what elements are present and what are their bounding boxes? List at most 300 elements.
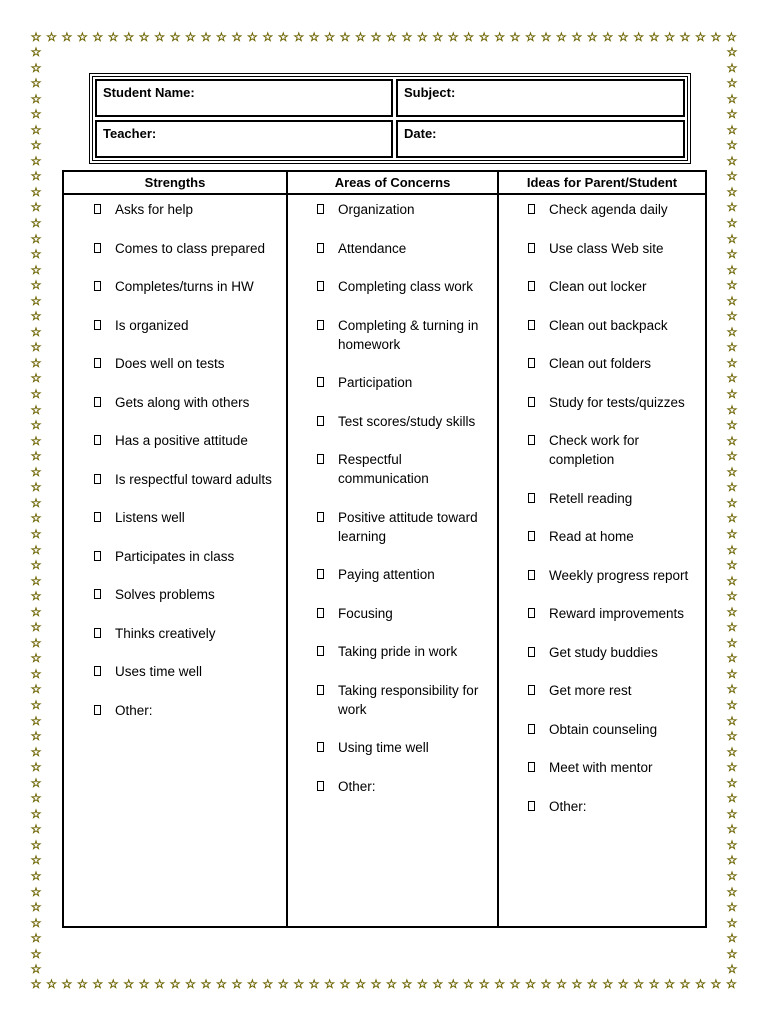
- concerns-list: [288, 195, 497, 815]
- star-icon: ☆: [509, 977, 521, 991]
- star-icon: ☆: [30, 30, 42, 44]
- checklist-item-label: Other:: [115, 702, 153, 718]
- star-icon: ☆: [432, 30, 444, 44]
- star-icon: ☆: [726, 371, 738, 386]
- checkbox-icon[interactable]: [317, 608, 324, 618]
- checklist-item[interactable]: [528, 797, 699, 816]
- checkbox-icon[interactable]: [528, 762, 535, 772]
- checklist-item-label: Clean out folders: [549, 356, 652, 371]
- checklist-item-label: Positive attitude toward learning: [338, 509, 478, 544]
- star-icon: ☆: [432, 977, 444, 991]
- checkbox-icon[interactable]: [94, 243, 101, 253]
- star-icon: ☆: [231, 977, 243, 991]
- star-icon: ☆: [30, 387, 42, 402]
- star-icon: ☆: [726, 122, 738, 137]
- checkbox-icon[interactable]: [528, 608, 535, 618]
- checkbox-icon[interactable]: [528, 358, 535, 368]
- checklist-item[interactable]: [317, 738, 491, 757]
- checklist-item-label: Has a positive attitude: [115, 433, 248, 448]
- checkbox-icon[interactable]: [317, 781, 324, 791]
- star-icon: ☆: [463, 977, 475, 991]
- checklist-item[interactable]: [94, 547, 282, 566]
- star-icon: ☆: [494, 30, 505, 44]
- star-icon: ☆: [30, 231, 42, 246]
- checklist-item-label: Test scores/study skills: [338, 413, 476, 429]
- star-icon: ☆: [30, 402, 42, 417]
- checklist-item-label: Reward improvements: [549, 606, 685, 621]
- star-icon: ☆: [30, 682, 42, 697]
- star-icon: ☆: [30, 946, 42, 961]
- star-icon: ☆: [726, 558, 738, 573]
- checkbox-icon[interactable]: [94, 281, 101, 291]
- star-icon: ☆: [602, 30, 614, 44]
- star-icon: ☆: [293, 30, 305, 44]
- star-icon: ☆: [30, 480, 42, 495]
- star-icon: ☆: [30, 216, 42, 231]
- star-icon: ☆: [30, 449, 42, 464]
- checkbox-icon[interactable]: [317, 569, 324, 579]
- checklist-item[interactable]: [528, 681, 699, 700]
- star-icon: ☆: [30, 122, 42, 137]
- star-icon: ☆: [200, 30, 212, 44]
- checklist-item[interactable]: [317, 777, 491, 796]
- checkbox-icon[interactable]: [94, 666, 101, 676]
- star-icon: ☆: [726, 713, 738, 728]
- star-icon: ☆: [726, 511, 738, 526]
- checkbox-icon[interactable]: [317, 416, 324, 426]
- checklist-item[interactable]: [528, 758, 699, 777]
- star-icon: ☆: [726, 697, 738, 712]
- checkbox-icon[interactable]: [317, 281, 324, 291]
- star-icon: ☆: [30, 464, 42, 479]
- star-icon: ☆: [556, 30, 567, 44]
- star-icon: ☆: [30, 697, 42, 712]
- star-icon: ☆: [664, 977, 675, 991]
- date-field[interactable]: Date:: [396, 120, 685, 158]
- checkbox-icon[interactable]: [528, 801, 535, 811]
- checklist-item[interactable]: [528, 527, 699, 546]
- checklist-item[interactable]: [528, 604, 699, 623]
- checklist-item-label: Other:: [338, 778, 376, 794]
- checklist-item[interactable]: [94, 393, 282, 412]
- star-icon: ☆: [586, 30, 598, 44]
- star-icon: ☆: [726, 138, 738, 153]
- star-icon: ☆: [246, 977, 258, 991]
- student-name-field[interactable]: Student Name:: [95, 79, 393, 117]
- checkbox-icon[interactable]: [528, 204, 535, 214]
- checklist-item[interactable]: [94, 662, 282, 681]
- checklist-item-label: Is respectful toward adults: [115, 471, 272, 487]
- checklist-item[interactable]: [94, 508, 282, 527]
- checklist-item-label: Meet with mentor: [549, 760, 653, 775]
- checklist-item-label: Focusing: [338, 605, 393, 621]
- checkbox-icon[interactable]: [528, 531, 535, 541]
- star-icon: ☆: [726, 293, 738, 308]
- checklist-item[interactable]: [317, 277, 491, 296]
- star-icon: ☆: [617, 977, 629, 991]
- star-icon: ☆: [30, 713, 42, 728]
- star-icon: ☆: [726, 853, 738, 868]
- star-icon: ☆: [30, 355, 42, 370]
- star-icon: ☆: [30, 837, 42, 852]
- star-border-right: [726, 46, 738, 976]
- star-icon: ☆: [30, 153, 42, 168]
- star-icon: ☆: [726, 495, 738, 510]
- checkbox-icon[interactable]: [528, 647, 535, 657]
- header-info-box: [89, 73, 691, 164]
- checklist-item-label: Respectful communication: [338, 452, 429, 486]
- star-icon: ☆: [138, 30, 150, 44]
- star-icon: ☆: [30, 666, 42, 681]
- checklist-item[interactable]: [528, 431, 699, 469]
- checklist-item-label: Using time well: [338, 740, 429, 755]
- star-icon: ☆: [726, 30, 737, 44]
- star-icon: ☆: [231, 30, 243, 44]
- star-icon: ☆: [478, 977, 490, 991]
- star-icon: ☆: [648, 30, 660, 44]
- star-icon: ☆: [726, 231, 738, 246]
- star-icon: ☆: [30, 91, 42, 106]
- checklist-item-label: Paying attention: [338, 567, 435, 582]
- checkbox-icon[interactable]: [317, 742, 324, 752]
- star-icon: ☆: [726, 153, 738, 168]
- checklist-item[interactable]: [94, 585, 282, 604]
- star-icon: ☆: [154, 30, 165, 44]
- star-icon: ☆: [138, 977, 150, 991]
- checkbox-icon[interactable]: [94, 435, 101, 445]
- checkbox-icon[interactable]: [94, 512, 101, 522]
- star-icon: ☆: [216, 30, 227, 44]
- star-icon: ☆: [602, 977, 614, 991]
- star-icon: ☆: [726, 775, 738, 790]
- checkbox-icon[interactable]: [94, 705, 101, 715]
- star-icon: ☆: [324, 30, 335, 44]
- star-icon: ☆: [30, 884, 42, 899]
- checklist-item[interactable]: [528, 316, 699, 335]
- checklist-item[interactable]: [528, 720, 699, 739]
- star-icon: ☆: [726, 822, 738, 837]
- checkbox-icon[interactable]: [94, 204, 101, 214]
- star-icon: ☆: [30, 962, 42, 977]
- star-icon: ☆: [679, 30, 691, 44]
- star-icon: ☆: [76, 977, 88, 991]
- checklist-item-label: Check agenda daily: [549, 202, 668, 217]
- checklist-item[interactable]: [94, 701, 282, 720]
- star-icon: ☆: [726, 542, 738, 557]
- star-icon: ☆: [92, 977, 104, 991]
- star-icon: ☆: [30, 604, 42, 619]
- star-icon: ☆: [185, 30, 196, 44]
- star-icon: ☆: [30, 635, 42, 650]
- checklist-item-label: Taking pride in work: [338, 644, 458, 659]
- checklist-item[interactable]: [317, 681, 491, 719]
- checklist-item[interactable]: [94, 354, 282, 373]
- checkbox-icon[interactable]: [317, 454, 324, 464]
- star-icon: ☆: [30, 822, 42, 837]
- checklist-item[interactable]: [94, 316, 282, 335]
- star-icon: ☆: [30, 526, 42, 541]
- checkbox-icon[interactable]: [528, 570, 535, 580]
- checkbox-icon[interactable]: [317, 243, 324, 253]
- star-icon: ☆: [571, 30, 583, 44]
- star-icon: ☆: [726, 729, 738, 744]
- star-icon: ☆: [30, 371, 42, 386]
- star-icon: ☆: [169, 30, 181, 44]
- star-icon: ☆: [123, 977, 135, 991]
- star-icon: ☆: [30, 511, 42, 526]
- checklist-item-label: Clean out locker: [549, 279, 647, 294]
- checkbox-icon[interactable]: [528, 685, 535, 695]
- ideas-column: [499, 172, 705, 926]
- star-icon: ☆: [30, 573, 42, 588]
- star-icon: ☆: [726, 868, 738, 883]
- star-icon: ☆: [30, 138, 42, 153]
- star-icon: ☆: [540, 977, 552, 991]
- column-heading-strengths: Strengths: [64, 172, 286, 195]
- star-icon: ☆: [726, 464, 738, 479]
- star-icon: ☆: [30, 107, 42, 122]
- checkbox-icon[interactable]: [317, 512, 324, 522]
- star-border-bottom: [30, 978, 738, 990]
- star-icon: ☆: [30, 744, 42, 759]
- star-icon: ☆: [525, 977, 536, 991]
- star-icon: ☆: [726, 340, 738, 355]
- checklist-item[interactable]: [317, 565, 491, 584]
- star-icon: ☆: [30, 293, 42, 308]
- star-icon: ☆: [633, 977, 645, 991]
- star-icon: ☆: [30, 200, 42, 215]
- checklist-item-label: Check work for completion: [549, 433, 640, 467]
- star-icon: ☆: [726, 760, 738, 775]
- star-icon: ☆: [726, 355, 738, 370]
- star-icon: ☆: [695, 30, 706, 44]
- checkbox-icon[interactable]: [528, 243, 535, 253]
- checkbox-icon[interactable]: [528, 493, 535, 503]
- star-icon: ☆: [726, 216, 738, 231]
- star-icon: ☆: [540, 30, 552, 44]
- star-icon: ☆: [726, 480, 738, 495]
- checklist-item-label: Completing & turning in homework: [338, 317, 479, 352]
- star-icon: ☆: [308, 30, 320, 44]
- checkbox-icon[interactable]: [528, 281, 535, 291]
- star-icon: ☆: [30, 247, 42, 262]
- star-icon: ☆: [664, 30, 675, 44]
- checkbox-icon[interactable]: [317, 204, 324, 214]
- checklist-item[interactable]: [317, 508, 491, 546]
- star-icon: ☆: [710, 30, 722, 44]
- star-icon: ☆: [586, 977, 598, 991]
- star-icon: ☆: [710, 977, 722, 991]
- checklist-item[interactable]: [528, 489, 699, 508]
- star-icon: ☆: [46, 30, 57, 44]
- checkbox-icon[interactable]: [94, 589, 101, 599]
- checklist-item[interactable]: [94, 624, 282, 643]
- star-icon: ☆: [46, 977, 57, 991]
- star-icon: ☆: [525, 30, 536, 44]
- star-icon: ☆: [726, 169, 738, 184]
- star-icon: ☆: [30, 495, 42, 510]
- checklist-item[interactable]: [94, 470, 282, 489]
- checkbox-icon[interactable]: [317, 320, 324, 330]
- teacher-field[interactable]: Teacher:: [95, 120, 393, 158]
- star-icon: ☆: [262, 30, 274, 44]
- checkbox-icon[interactable]: [528, 724, 535, 734]
- star-icon: ☆: [416, 30, 428, 44]
- checkbox-icon[interactable]: [317, 685, 324, 695]
- strengths-column: [64, 172, 288, 926]
- checklist-item[interactable]: [317, 239, 491, 258]
- checklist-item[interactable]: [528, 277, 699, 296]
- checklist-item-label: Get study buddies: [549, 644, 658, 660]
- star-icon: ☆: [401, 977, 413, 991]
- ideas-list: [499, 195, 705, 835]
- star-icon: ☆: [494, 977, 505, 991]
- checkbox-icon[interactable]: [94, 474, 101, 484]
- star-icon: ☆: [447, 30, 459, 44]
- star-icon: ☆: [30, 340, 42, 355]
- checklist-item-label: Attendance: [338, 240, 407, 256]
- checklist-item-label: Asks for help: [115, 202, 194, 217]
- column-heading-concerns: Areas of Concerns: [288, 172, 497, 195]
- star-icon: ☆: [200, 977, 212, 991]
- star-icon: ☆: [30, 620, 42, 635]
- star-icon: ☆: [726, 200, 738, 215]
- star-icon: ☆: [726, 278, 738, 293]
- star-icon: ☆: [30, 262, 42, 277]
- checkbox-icon[interactable]: [94, 397, 101, 407]
- checklist-item[interactable]: [528, 239, 699, 258]
- checklist-item[interactable]: [528, 643, 699, 662]
- star-icon: ☆: [726, 744, 738, 759]
- checklist-item[interactable]: [317, 200, 491, 219]
- checklist-item-label: Completing class work: [338, 279, 474, 294]
- star-icon: ☆: [726, 884, 738, 899]
- checklist-item-label: Clean out backpack: [549, 317, 668, 333]
- checklist-item-label: Comes to class prepared: [115, 240, 266, 256]
- checklist-item[interactable]: [94, 277, 282, 296]
- checklist-item[interactable]: [317, 604, 491, 623]
- checklist-item-label: Read at home: [549, 529, 634, 544]
- star-icon: ☆: [277, 30, 289, 44]
- star-icon: ☆: [726, 900, 738, 915]
- checklist-item-label: Other:: [549, 798, 587, 814]
- star-icon: ☆: [30, 868, 42, 883]
- star-icon: ☆: [324, 977, 335, 991]
- star-icon: ☆: [216, 977, 227, 991]
- checklist-item[interactable]: [317, 412, 491, 431]
- star-icon: ☆: [30, 589, 42, 604]
- star-icon: ☆: [92, 30, 104, 44]
- star-icon: ☆: [726, 402, 738, 417]
- star-icon: ☆: [30, 775, 42, 790]
- checklist-item-label: Taking responsibility for work: [338, 682, 479, 717]
- star-icon: ☆: [726, 682, 738, 697]
- star-icon: ☆: [401, 30, 413, 44]
- checkbox-icon[interactable]: [317, 377, 324, 387]
- checkbox-icon[interactable]: [94, 358, 101, 368]
- star-icon: ☆: [370, 977, 382, 991]
- checkbox-icon[interactable]: [317, 646, 324, 656]
- checkbox-icon[interactable]: [528, 435, 535, 445]
- star-icon: ☆: [726, 837, 738, 852]
- star-icon: ☆: [726, 651, 738, 666]
- star-icon: ☆: [386, 30, 397, 44]
- checklist-item-label: Uses time well: [115, 664, 203, 679]
- checklist-table: [62, 170, 707, 928]
- checklist-item[interactable]: [94, 200, 282, 219]
- checkbox-icon[interactable]: [528, 397, 535, 407]
- checklist-item-label: Weekly progress report: [549, 567, 689, 583]
- checkbox-icon[interactable]: [94, 551, 101, 561]
- star-icon: ☆: [30, 977, 42, 991]
- checklist-item[interactable]: [317, 373, 491, 392]
- checklist-item[interactable]: [528, 200, 699, 219]
- checklist-item[interactable]: [317, 642, 491, 661]
- star-icon: ☆: [355, 30, 366, 44]
- checklist-item-label: Study for tests/quizzes: [549, 394, 685, 410]
- star-icon: ☆: [571, 977, 583, 991]
- star-icon: ☆: [416, 977, 428, 991]
- star-icon: ☆: [726, 604, 738, 619]
- star-icon: ☆: [30, 60, 42, 75]
- checklist-item[interactable]: [94, 239, 282, 258]
- star-icon: ☆: [107, 30, 119, 44]
- checklist-item-label: Is organized: [115, 317, 189, 333]
- star-icon: ☆: [355, 977, 366, 991]
- star-icon: ☆: [726, 324, 738, 339]
- star-border-left: [30, 46, 42, 976]
- star-icon: ☆: [30, 791, 42, 806]
- star-icon: ☆: [726, 791, 738, 806]
- star-icon: ☆: [339, 30, 351, 44]
- star-icon: ☆: [726, 526, 738, 541]
- checklist-item[interactable]: [94, 431, 282, 450]
- checklist-item-label: Solves problems: [115, 587, 215, 602]
- star-icon: ☆: [30, 806, 42, 821]
- star-icon: ☆: [370, 30, 382, 44]
- checkbox-icon[interactable]: [528, 320, 535, 330]
- checklist-item[interactable]: [528, 354, 699, 373]
- star-icon: ☆: [695, 977, 706, 991]
- star-icon: ☆: [726, 977, 737, 991]
- concerns-column: [288, 172, 499, 926]
- checkbox-icon[interactable]: [94, 628, 101, 638]
- checklist-item[interactable]: [317, 316, 491, 354]
- star-icon: ☆: [726, 433, 738, 448]
- star-icon: ☆: [726, 635, 738, 650]
- checklist-item[interactable]: [528, 566, 699, 585]
- star-icon: ☆: [30, 184, 42, 199]
- star-icon: ☆: [478, 30, 490, 44]
- star-border-top: [30, 31, 738, 43]
- strengths-list: [64, 195, 286, 739]
- checklist-item-label: Get more rest: [549, 683, 632, 698]
- star-icon: ☆: [185, 977, 196, 991]
- star-icon: ☆: [30, 324, 42, 339]
- star-icon: ☆: [726, 60, 738, 75]
- star-icon: ☆: [726, 946, 738, 961]
- star-icon: ☆: [726, 589, 738, 604]
- checkbox-icon[interactable]: [94, 320, 101, 330]
- checklist-item-label: Gets along with others: [115, 394, 250, 410]
- star-icon: ☆: [277, 977, 289, 991]
- checklist-item[interactable]: [528, 393, 699, 412]
- star-icon: ☆: [726, 620, 738, 635]
- star-icon: ☆: [30, 900, 42, 915]
- subject-field[interactable]: Subject:: [396, 79, 685, 117]
- checklist-item[interactable]: [317, 450, 491, 488]
- star-icon: ☆: [30, 433, 42, 448]
